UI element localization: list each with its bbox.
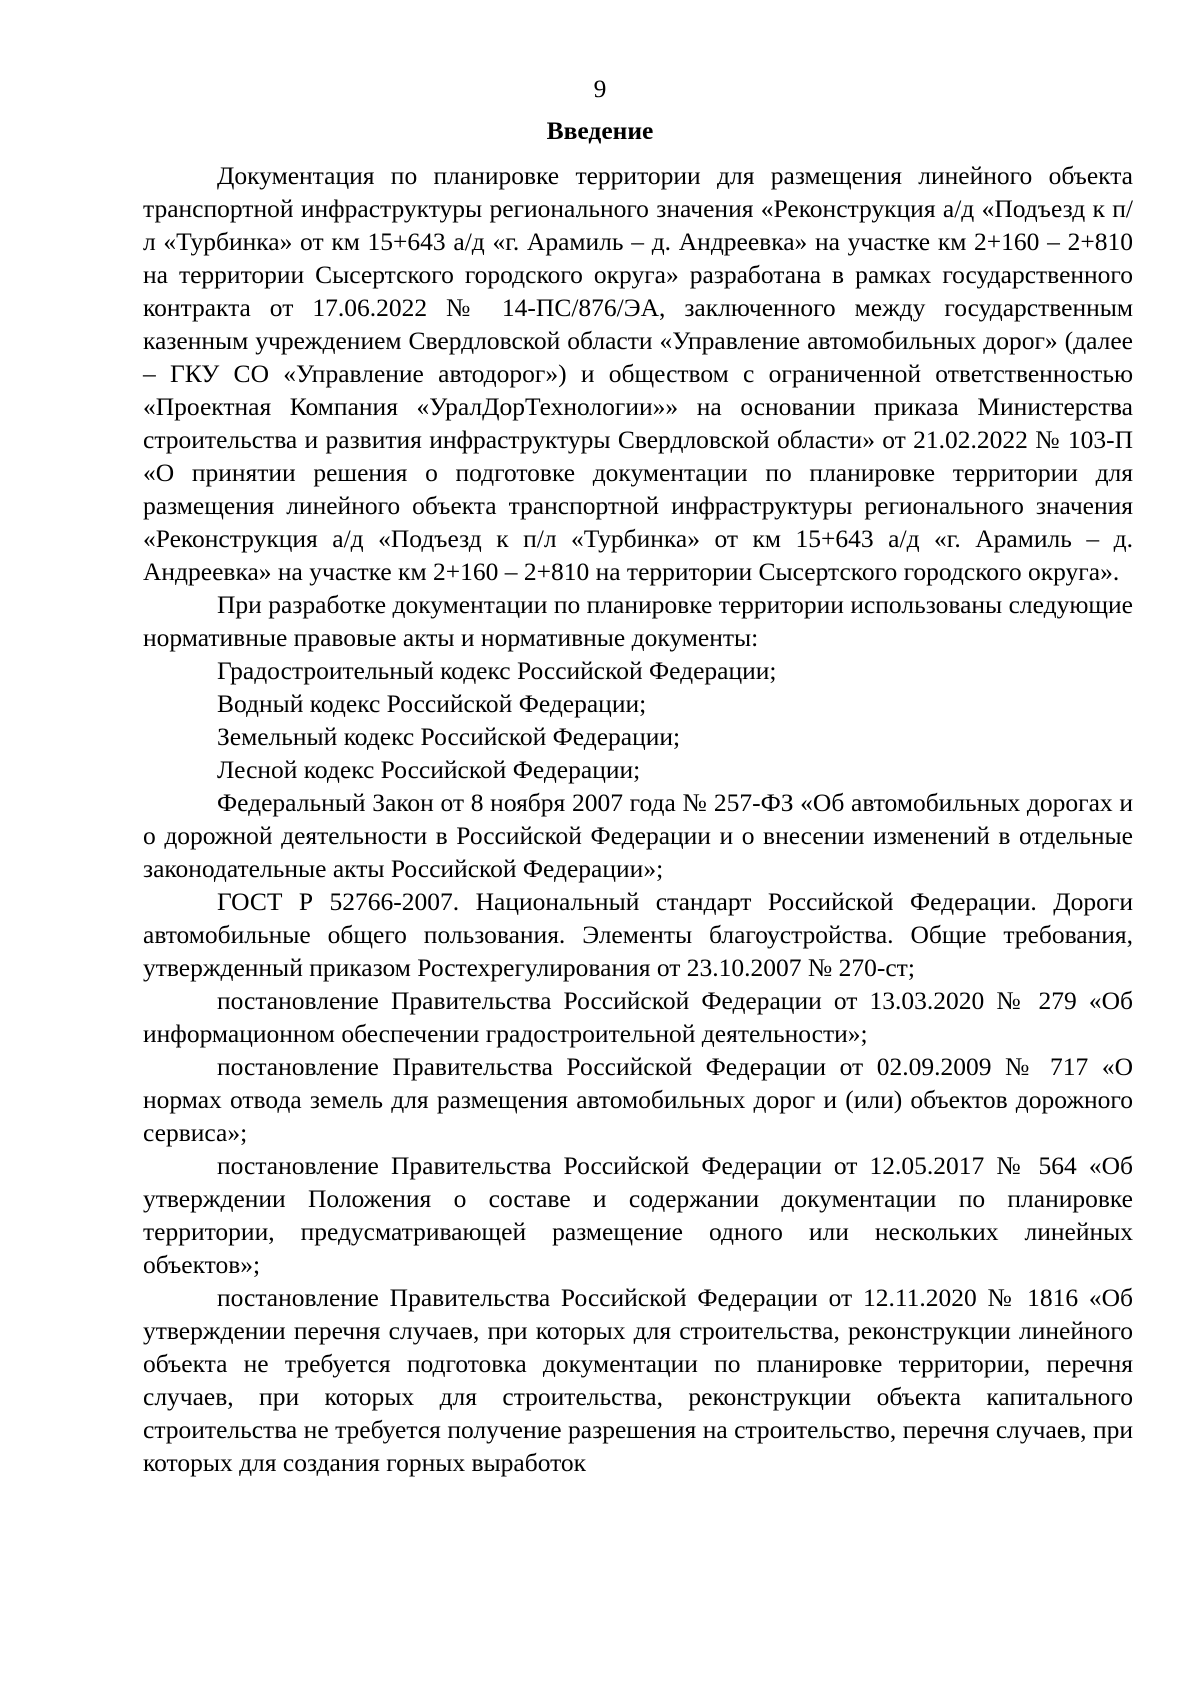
paragraph: Документация по планировке территории для размещения линейного объекта транспортной инфраструктуры регионального значения «Реконструкция а/д «Подъезд к п/л «Турбинка» от км 15+643 а/д «г. Арамиль – д. Андреевка» на участке км 2+160 – 2+810 на территории Сысертского городского округа» разработана в рамках государственного контракта от 17.06.2022 № 14-ПС/876/ЭА, заключенного между государственным казенным учреждением Свердловской области «Управление автомобильных дорог» (далее – ГКУ СО «Управление автодорог») и обществом с ограниченной ответственностью «Проектная Компания «УралДорТехнологии»» на основании приказа Министерства строительства и развития инфраструктуры Свердловской области» от 21.02.2022 № 103-П «О принятии решения о подготовке документации по планировке территории для размещения линейного объекта транспортной инфраструктуры регионального значения «Реконструкция а/д «Подъезд к п/л «Турбинка» от км 15+643 а/д «г. Арамиль – д. Андреевка» на участке км 2+160 – 2+810 на территории Сысертского городского округа». xyxy=(143,161,1133,586)
list-item: постановление Правительства Российской Федерации от 13.03.2020 № 279 «Об информационном обеспечении градостроительной деятельности»; xyxy=(143,986,1133,1048)
page-number: 9 xyxy=(593,74,607,103)
list-item: Лесной кодекс Российской Федерации; xyxy=(217,755,641,784)
paragraph: При разработке документации по планировке территории использованы следующие нормативные правовые акты и нормативные документы: xyxy=(143,590,1133,652)
list-item: Земельный кодекс Российской Федерации; xyxy=(217,722,681,751)
list-item: постановление Правительства Российской Федерации от 12.11.2020 № 1816 «Об утверждении перечня случаев, при которых для строительства, реконструкции линейного объекта не требуется подготовка документации по планировке территории, перечня случаев, при которых для строительства, реконструкции объекта капитального строительства не требуется получение разрешения на строительство, перечня случаев, при которых для создания горных выработок xyxy=(143,1283,1133,1477)
document-body xyxy=(143,159,1133,1479)
list-item: Градостроительный кодекс Российской Федерации; xyxy=(217,656,777,685)
list-item: постановление Правительства Российской Федерации от 02.09.2009 № 717 «О нормах отвода земель для размещения автомобильных дорог и (или) объектов дорожного сервиса»; xyxy=(143,1052,1133,1147)
list-item: ГОСТ Р 52766-2007. Национальный стандарт Российской Федерации. Дороги автомобильные общего пользования. Элементы благоустройства. Общие требования, утвержденный приказом Ростехрегулирования от 23.10.2007 № 270-ст; xyxy=(143,887,1133,982)
list-item: Водный кодекс Российской Федерации; xyxy=(217,689,647,718)
list-item: постановление Правительства Российской Федерации от 12.05.2017 № 564 «Об утверждении Положения о составе и содержании документации по планировке территории, предусматривающей размещение одного или нескольких линейных объектов»; xyxy=(143,1151,1133,1279)
section-title: Введение xyxy=(546,116,654,145)
list-item: Федеральный Закон от 8 ноября 2007 года № 257-ФЗ «Об автомобильных дорогах и о дорожной деятельности в Российской Федерации и о внесении изменений в отдельные законодательные акты Российской Федерации»; xyxy=(143,788,1133,883)
